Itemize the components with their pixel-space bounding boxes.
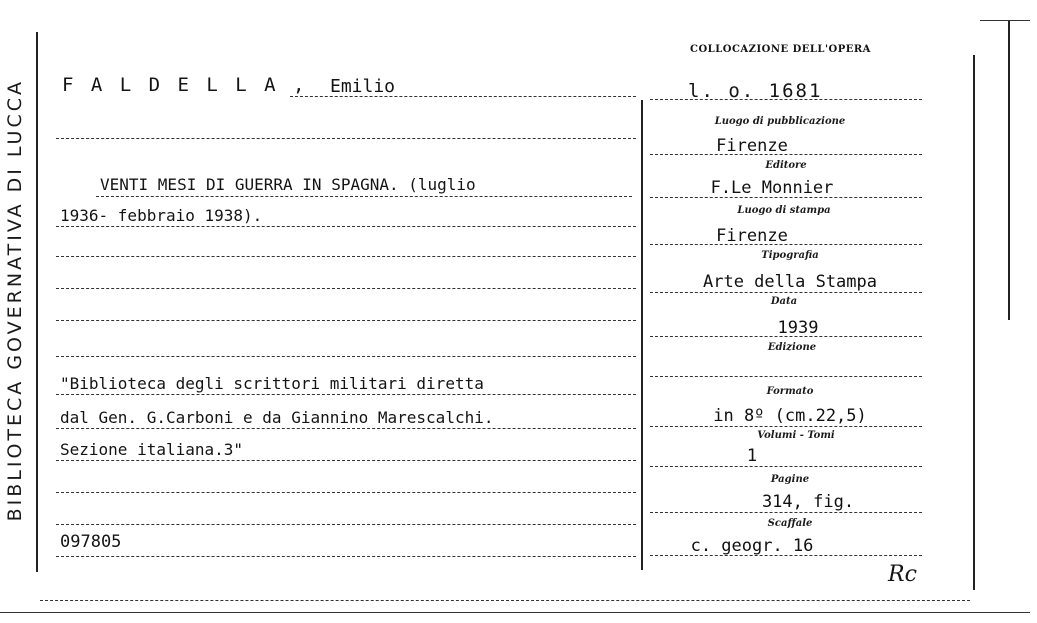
editore-rule <box>650 197 922 198</box>
rule-3 <box>56 226 636 227</box>
tipografia-label: Tipografia <box>761 250 819 261</box>
column-divider <box>641 100 643 570</box>
series-line-3: Sezione italiana.3" <box>60 440 244 459</box>
volumi-rule <box>650 466 922 467</box>
inventory-number: 097805 <box>60 532 122 552</box>
collocation-heading: COLLOCAZIONE DELL'OPERA <box>690 44 871 55</box>
data-label: Data <box>770 296 798 307</box>
rule-10 <box>56 460 636 461</box>
rule-5 <box>56 288 636 289</box>
luogo-rule <box>650 154 922 155</box>
top-edge-line <box>980 20 1030 21</box>
tipografia-rule <box>650 292 922 293</box>
rule-4 <box>56 256 636 257</box>
luogo-label: Luogo di pubblicazione <box>714 116 846 127</box>
pagine-rule <box>650 512 922 513</box>
shelfmark: l. o. 1681 <box>688 80 823 102</box>
data-rule <box>650 336 922 337</box>
formato-rule <box>650 426 922 427</box>
series-line-1: "Biblioteca degli scrittori militari diretta <box>60 374 484 393</box>
rule-1 <box>56 138 636 139</box>
rule-2 <box>96 196 632 197</box>
library-side-label <box>4 30 26 570</box>
luogo-value: Firenze <box>716 136 788 156</box>
author-name: Emilio <box>330 76 396 97</box>
luogo-stampa-label: Luogo di stampa <box>737 205 831 216</box>
left-border <box>36 32 38 572</box>
edizione-rule <box>650 376 922 377</box>
rule-6 <box>56 320 636 321</box>
series-line-2: dal Gen. G.Carboni e da Giannino Marescalchi. <box>60 408 494 427</box>
rule-7 <box>56 356 636 357</box>
luogo-stampa-rule <box>650 244 922 245</box>
editore-label: Editore <box>765 160 807 171</box>
edizione-label: Edizione <box>767 342 817 353</box>
handwritten-note: Rc <box>888 562 917 587</box>
volumi-label: Volumi - Tomi <box>757 430 835 441</box>
scaffale-label: Scaffale <box>767 518 813 529</box>
tipografia-value: Arte della Stampa <box>703 272 877 292</box>
author-underline <box>290 96 636 97</box>
title-line-2: 1936- febbraio 1938). <box>60 206 263 225</box>
formato-value: in 8º (cm.22,5) <box>713 406 867 426</box>
right-border <box>973 55 975 590</box>
author-surname: F A L D E L L A , <box>62 74 308 96</box>
formato-label: Formato <box>766 386 814 397</box>
scaffale-rule <box>650 555 922 556</box>
pagine-value: 314, fig. <box>761 492 855 512</box>
rule-13 <box>56 556 636 557</box>
rule-8 <box>56 394 636 395</box>
editore-value: F.Le Monnier <box>710 178 834 198</box>
shelfmark-underline <box>650 99 922 100</box>
scaffale-value: c. geogr. 16 <box>690 536 814 556</box>
bottom-edge-line <box>40 600 970 601</box>
far-right-edge <box>1008 20 1010 320</box>
bottom-rule <box>0 612 1030 613</box>
data-value: 1939 <box>777 318 819 338</box>
rule-9 <box>56 428 636 429</box>
title-line-1: VENTI MESI DI GUERRA IN SPAGNA. (luglio <box>100 175 476 194</box>
luogo-stampa-value: Firenze <box>716 226 788 246</box>
rule-11 <box>56 492 636 493</box>
rule-12 <box>56 524 636 525</box>
library-name: BIBLIOTECA GOVERNATIVA DI LUCCA <box>4 78 26 522</box>
pagine-label: Pagine <box>770 474 810 485</box>
volumi-value: 1 <box>746 446 758 466</box>
